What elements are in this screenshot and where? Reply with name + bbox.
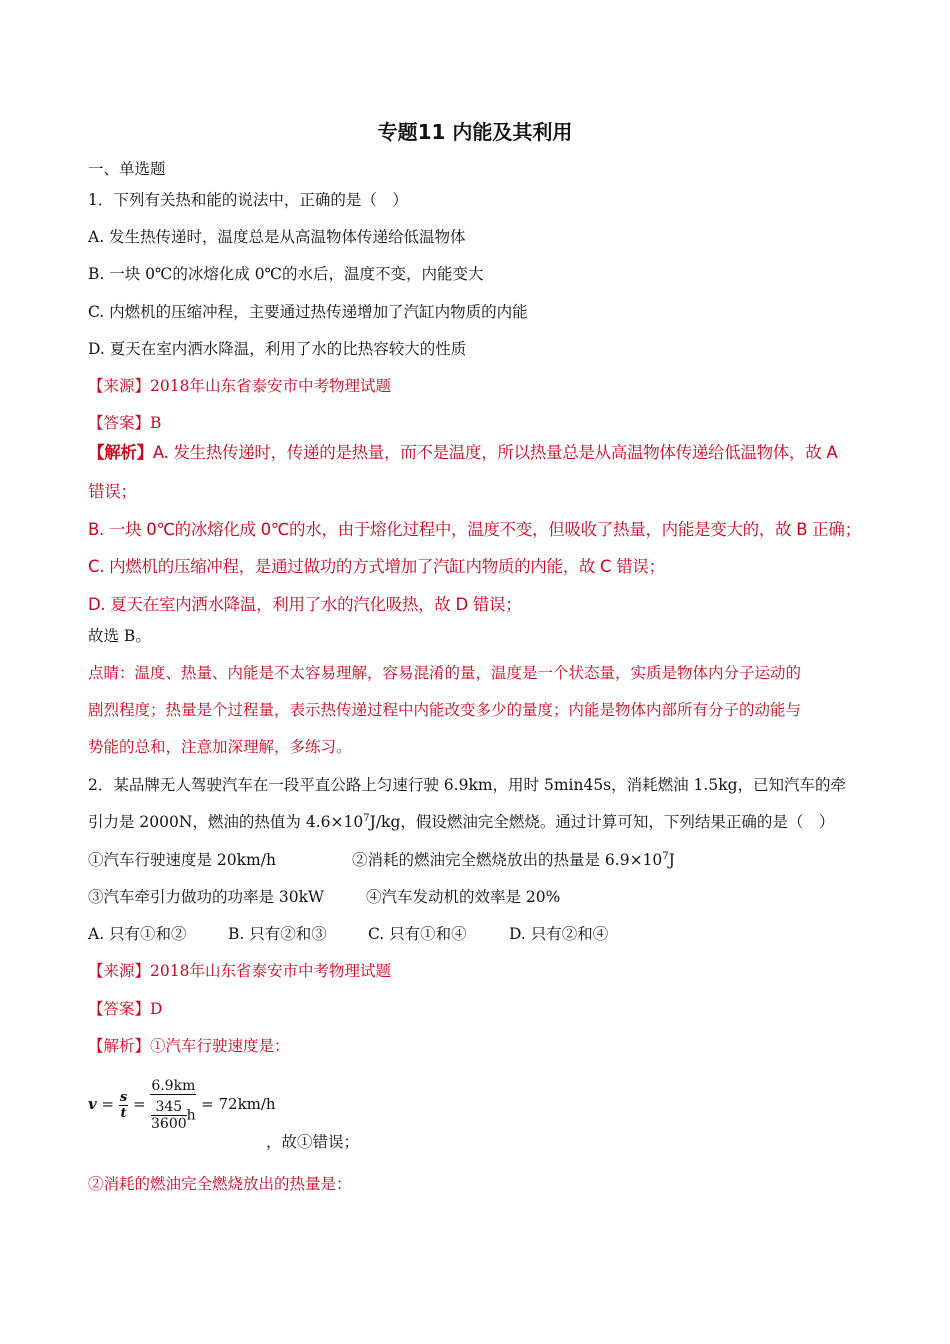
q1-analysis-line-5: D. 夏天在室内洒水降温，利用了水的汽化吸热，故 D 错误； [88, 595, 522, 614]
analysis-tag: 【解析】 [88, 443, 153, 462]
q2-after-formula: ，故①错误； [266, 1133, 360, 1151]
answer-value: D [150, 1000, 163, 1018]
q2-last-line: ②消耗的燃油完全燃烧放出的热量是： [88, 1175, 352, 1193]
q2-stem-line-1: 2．某品牌无人驾驶汽车在一段平直公路上匀速行驶 6.9km，用时 5min45s，消耗燃油 1.5kg，已知汽车的牵 [88, 776, 847, 794]
q2-item2-sup: 7 [662, 850, 669, 862]
q2-answer [88, 998, 162, 1020]
answer-value: B [150, 414, 162, 432]
q1-answer [88, 412, 161, 434]
q2-source [88, 960, 391, 982]
q2-item-3: ③汽车牵引力做功的功率是 30kW [88, 888, 324, 906]
formula-v: v [88, 1095, 97, 1113]
answer-tag: 【答案】 [88, 414, 151, 432]
source-text: 2018年山东省泰安市中考物理试题 [150, 377, 391, 395]
q1-comment-line-1: 点睛：温度、热量、内能是不太容易理解，容易混淆的量，温度是一个状态量，实质是物体内分子运动的 [88, 664, 802, 682]
q1-analysis-line-1 [88, 442, 837, 464]
formula-eq: = [101, 1095, 115, 1113]
source-text: 2018年山东省泰安市中考物理试题 [150, 962, 391, 980]
analysis-text: A. 发生热传递时，传递的是热量，而不是温度，所以热量总是从高温物体传递给低温物体，故 A [152, 443, 838, 462]
q2-item-2 [352, 849, 675, 871]
answer-tag: 【答案】 [88, 1000, 151, 1018]
q2-item-1: ①汽车行驶速度是 20km/h [88, 851, 276, 869]
q2-option-a: A. 只有①和② [88, 925, 187, 943]
formula-h: h [186, 1107, 196, 1124]
section-heading: 一、单选题 [88, 160, 166, 178]
q2-item2-part-a: ②消耗的燃油完全燃烧放出的热量是 6.9×10 [352, 851, 663, 869]
q2-stem-part-a: 引力是 2000N，燃油的热值为 4.6×10 [88, 813, 364, 831]
q1-analysis-line-3: B. 一块 0℃的冰熔化成 0℃的水，由于熔化过程中，温度不变，但吸收了热量，内能是变大的，故 B 正确； [88, 520, 861, 539]
q2-stem-line-2 [88, 811, 834, 833]
q1-stem: 1．下列有关热和能的说法中，正确的是（ ） [88, 191, 408, 209]
q2-option-d: D. 只有②和④ [509, 925, 609, 943]
q2-item2-part-b: J [668, 851, 675, 869]
q2-option-c: C. 只有①和④ [368, 925, 467, 943]
formula-numerator: 6.9km [151, 1078, 196, 1094]
q1-conclusion: 故选 B。 [88, 627, 151, 645]
formula-inner-den: 3600 [151, 1116, 187, 1132]
q2-analysis [88, 1035, 290, 1057]
formula-inner-fraction [151, 1099, 187, 1132]
q2-stem-sup: 7 [363, 812, 370, 824]
page-title: 专题11 内能及其利用 [377, 120, 573, 144]
q1-source [88, 375, 391, 397]
source-tag: 【来源】 [88, 962, 151, 980]
q2-option-b: B. 只有②和③ [228, 925, 327, 943]
formula-denominator [150, 1095, 196, 1132]
formula-s-over-t [119, 1090, 128, 1121]
q1-analysis-line-2: 错误； [88, 482, 137, 501]
formula-inner-num: 345 [151, 1099, 187, 1116]
q1-option-c: C. 内燃机的压缩冲程，主要通过热传递增加了汽缸内物质的内能 [88, 303, 528, 321]
speed-formula [88, 1078, 276, 1132]
q1-option-d: D. 夏天在室内洒水降温，利用了水的比热容较大的性质 [88, 340, 467, 358]
source-tag: 【来源】 [88, 377, 151, 395]
q2-stem-part-b: J/kg，假设燃油完全燃烧。通过计算可知，下列结果正确的是（ ） [369, 813, 835, 831]
formula-s: s [119, 1089, 128, 1105]
analysis-text: ①汽车行驶速度是： [150, 1037, 290, 1055]
formula-t: t [120, 1105, 127, 1121]
q1-comment-line-2: 剧烈程度；热量是个过程量，表示热传递过程中内能改变多少的量度；内能是物体内部所有分子的动能与 [88, 701, 802, 719]
q2-item-4: ④汽车发动机的效率是 20% [366, 888, 561, 906]
analysis-tag: 【解析】 [88, 1037, 151, 1055]
q1-option-b: B. 一块 0℃的冰熔化成 0℃的水后，温度不变，内能变大 [88, 265, 484, 283]
q1-comment-line-3: 势能的总和，注意加深理解，多练习。 [88, 738, 352, 756]
formula-result: = 72km/h [201, 1095, 276, 1113]
q1-option-a: A. 发生热传递时，温度总是从高温物体传递给低温物体 [88, 228, 466, 246]
formula-eq-2: = [132, 1095, 146, 1113]
formula-main-fraction [150, 1078, 196, 1132]
q1-analysis-line-4: C. 内燃机的压缩冲程，是通过做功的方式增加了汽缸内物质的内能，故 C 错误； [88, 557, 665, 576]
